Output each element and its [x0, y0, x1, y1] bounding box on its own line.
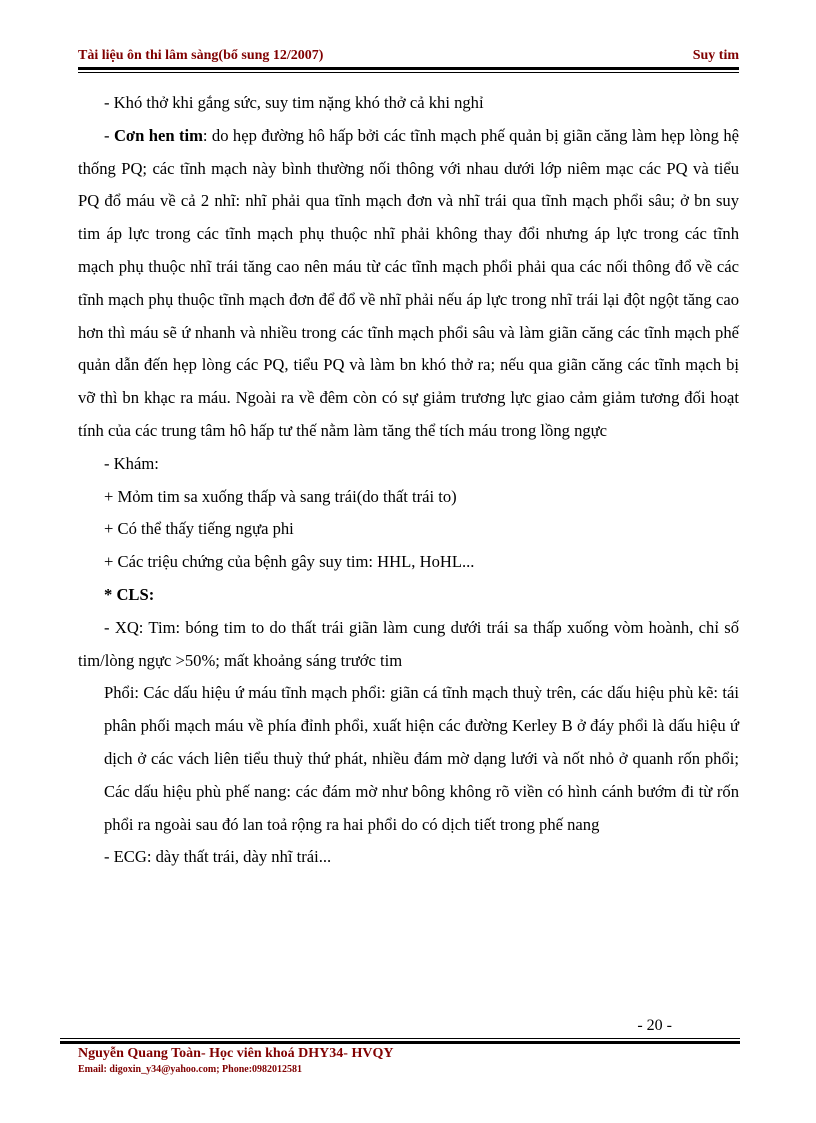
paragraph-dyspnea: - Khó thở khi gắng sức, suy tim nặng khó thở cả khi nghỉ: [104, 93, 484, 112]
list-item-causes: + Các triệu chứng của bệnh gây suy tim: HHL, HoHL...: [104, 552, 475, 572]
paragraph-prefix: -: [104, 125, 114, 145]
section-heading-cls: * CLS:: [104, 584, 155, 604]
paragraph-exam: - Khám:: [104, 453, 159, 473]
paragraph-cardiac-asthma: [78, 120, 739, 448]
document-title: Tài liệu ôn thi lâm sàng(bổ sung 12/2007): [78, 48, 324, 63]
footer-author: Nguyễn Quang Toàn- Học viên khoá DHY34- HVQY: [78, 1046, 394, 1061]
paragraph-xray: - XQ: Tim: bóng tim to do thất trái giãn làm cung dưới trái sa thấp xuống vòm hoành, chỉ số tim/lòng ngực >50%; mất khoảng sáng trước tim: [78, 617, 739, 670]
paragraph-lungs: Phổi: Các dấu hiệu ứ máu tĩnh mạch phổi: giãn cá tĩnh mạch thuỳ trên, các dấu hiệu phù kẽ: tái phân phối mạch máu về phía đỉnh phổi, xuất hiện các đường Kerley B ở đáy phổi là dấu hiệu ứ dịch ở các vách liên tiểu thuỳ thứ phát, nhiều đám mờ dạng lưới và nốt nhỏ ở quanh rốn phổi; Các dấu hiệu phù phế nang: các đám mờ như bông không rõ viền có hình cánh bướm đi từ rốn phổi ra ngoài sau đó lan toả rộng ra hai phổi do có dịch tiết trong phế nang: [104, 683, 739, 834]
footer-contact: Email: digoxin_y34@yahoo.com; Phone:0982012581: [78, 1064, 303, 1075]
document-body: [78, 87, 739, 874]
paragraph-ecg: - ECG: dày thất trái, dày nhĩ trái...: [104, 847, 332, 867]
paragraph-text: : do hẹp đường hô hấp bởi các tĩnh mạch phế quản bị giãn căng làm hẹp lòng hệ thống PQ; các tĩnh mạch này bình thường nối thông với nhau dưới lớp niêm mạc các PQ và tiểu PQ đổ máu về cả 2 nhĩ: nhĩ phải qua tĩnh mạch đơn và nhĩ trái qua tĩnh mạch phổi sâu; ở bn suy tim áp lực trong các tĩnh mạch phụ thuộc nhĩ phải không thay đổi nhưng áp lực trong các tĩnh mạch phụ thuộc nhĩ trái tăng cao nên máu từ các tĩnh mạch phổi phải qua các nối thông đổ về các tĩnh mạch phụ thuộc tĩnh mạch đơn để đổ về nhĩ phải nếu áp lực trong nhĩ trái lại đột ngột tăng cao hơn thì máu sẽ ứ nhanh và nhiều trong các tĩnh mạch phổi sâu và làm giãn căng các tĩnh mạch phế quản dẫn đến hẹp lòng các PQ, tiểu PQ và làm bn khó thở ra; nếu qua giãn căng các tĩnh mạch bị vỡ thì bn khạc ra máu. Ngoài ra về đêm còn có sự giảm trương lực giao cảm giảm tương đối hoạt tính của các trung tâm hô hấp tư thế nằm làm tăng thể tích máu trong lồng ngực: [78, 125, 739, 440]
list-item-apex: + Mỏm tim sa xuống thấp và sang trái(do thất trái to): [104, 486, 457, 506]
page-number: - 20 -: [637, 1017, 672, 1034]
header-divider: [78, 67, 739, 70]
footer-divider-thin: [60, 1038, 740, 1039]
header-divider-thin: [78, 72, 739, 73]
term-cardiac-asthma: Cơn hen tim: [113, 125, 203, 145]
section-title: Suy tim: [692, 48, 739, 63]
list-item-gallop: + Có thể thấy tiếng ngựa phi: [104, 519, 294, 539]
footer-divider: [60, 1041, 740, 1044]
page-header: [78, 48, 739, 66]
